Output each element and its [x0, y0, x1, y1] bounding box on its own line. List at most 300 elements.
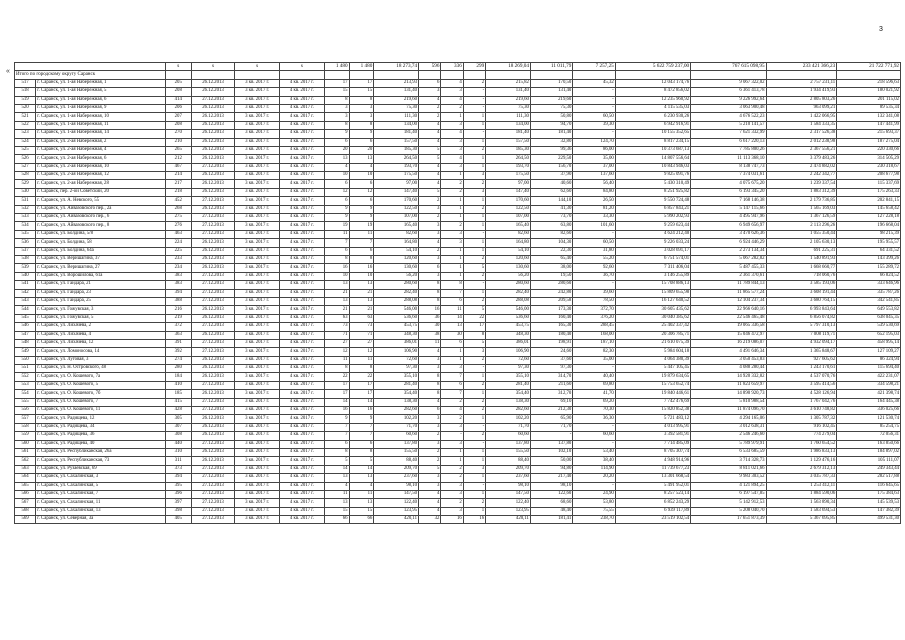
area-private-cell: 75,30	[530, 104, 572, 112]
residents-count-cell: 6	[324, 197, 349, 205]
republic-share-cell: 1 668 660,77	[766, 264, 837, 272]
start-quarter-cell: 3 кв. 2017 г.	[235, 398, 280, 406]
end-quarter-cell: 4 кв. 2017 г.	[280, 407, 325, 415]
flats-private-cell: 1	[441, 197, 463, 205]
cost-total-cell: 30 040 385,62	[615, 314, 690, 322]
residents-count-cell: 22	[324, 373, 349, 381]
city-share-cell: 175 263,33	[837, 188, 901, 196]
address-cell: г. Саранск, ул. 2-ая Набережная, 6	[36, 155, 166, 163]
decision-number-cell: 224	[165, 239, 191, 247]
area-total-cell: 185,30	[374, 146, 419, 154]
address-cell: г. Саранск, ул. 1-ая Набережная, 9	[36, 104, 166, 112]
area-total-cell: 97,00	[374, 180, 419, 188]
decision-date-cell: 27.12.2013	[191, 197, 235, 205]
table-row	[15, 255, 901, 263]
area-municipal-cell: 187,10	[573, 339, 615, 347]
flats-total-cell: 2	[419, 448, 441, 456]
area-resettled-cell: 98,10	[486, 482, 531, 490]
area-private-cell: 102,10	[530, 448, 572, 456]
flats-municipal-cell: -	[463, 230, 485, 238]
area-total-cell: 107,00	[374, 214, 419, 222]
flats-municipal-cell: 1	[463, 448, 485, 456]
residents-count-2-cell: 8	[349, 365, 374, 373]
flats-municipal-cell: 1	[463, 390, 485, 398]
start-quarter-cell: 3 кв. 2017 г.	[235, 516, 280, 524]
end-quarter-cell: 4 кв. 2017 г.	[280, 448, 325, 456]
start-quarter-cell: 3 кв. 2017 г.	[235, 197, 280, 205]
row-number-cell: 566	[15, 490, 36, 498]
residents-count-cell: 6	[324, 180, 349, 188]
end-quarter-cell: 4 кв. 2017 г.	[280, 365, 325, 373]
flats-total-cell: 11	[419, 339, 441, 347]
republic-share-cell: 3 379 483,26	[766, 155, 837, 163]
row-number-cell: 557	[15, 415, 36, 423]
row-number-cell: 518	[15, 88, 36, 96]
residents-count-cell: 13	[324, 155, 349, 163]
cost-total-cell: 16 127 640,52	[615, 297, 690, 305]
row-marker: «	[6, 68, 10, 75]
start-quarter-cell: 3 кв. 2017 г.	[235, 390, 280, 398]
cost-total-cell: 23 519 102,54	[615, 516, 690, 524]
fund-share-cell: 5 487 455,33	[691, 264, 766, 272]
area-private-cell: 65,40	[530, 255, 572, 263]
area-total-cell: 71,70	[374, 423, 419, 431]
republic-share-cell: 1 986 833,13	[766, 448, 837, 456]
flats-private-cell: 3	[441, 163, 463, 171]
area-municipal-cell: 53,80	[573, 499, 615, 507]
residents-count-2-cell: 15	[349, 88, 374, 96]
area-resettled-cell: 97,30	[486, 365, 531, 373]
area-municipal-cell: 69,20	[573, 398, 615, 406]
area-private-cell: 312,70	[530, 390, 572, 398]
residents-count-2-cell: 13	[349, 474, 374, 482]
flats-municipal-cell: 3	[463, 172, 485, 180]
area-resettled-cell: 348,30	[486, 331, 531, 339]
table-row	[15, 155, 901, 163]
table-row	[15, 113, 901, 121]
area-municipal-cell: 84,80	[573, 188, 615, 196]
subtotal-cell	[349, 71, 374, 79]
subtotal-cell	[615, 71, 690, 79]
address-cell: г. Саранск, ул. Северная, 3а	[36, 516, 166, 524]
address-cell: г. Саранск, ул. Айвазовского пер., 2а	[36, 205, 166, 213]
residents-count-cell: 8	[324, 448, 349, 456]
cost-total-cell: 15 809 655,98	[615, 289, 690, 297]
row-number-cell: 524	[15, 138, 36, 146]
area-total-cell: 420,11	[374, 516, 419, 524]
cost-total-cell: 10 373 687,13	[615, 146, 690, 154]
flats-total-cell: 32	[419, 516, 441, 524]
decision-number-cell: 311	[165, 457, 191, 465]
area-municipal-cell: 86,00	[573, 146, 615, 154]
address-cell: г. Саранск, ул. Н. Островского, 48	[36, 365, 166, 373]
residents-count-cell: 13	[324, 297, 349, 305]
table-row	[15, 398, 901, 406]
table-row	[15, 465, 901, 473]
fund-share-cell: 15 046 472,97	[691, 331, 766, 339]
flats-municipal-cell: -	[463, 88, 485, 96]
flats-municipal-cell: -	[463, 423, 485, 431]
area-private-cell: 242,80	[530, 289, 572, 297]
decision-number-cell: 452	[165, 197, 191, 205]
area-municipal-cell: -	[573, 440, 615, 448]
table-row	[15, 499, 901, 507]
residents-count-cell: 19	[324, 222, 349, 230]
flats-total-cell: 3	[419, 474, 441, 482]
decision-date-cell: 26.12.2013	[191, 247, 235, 255]
row-number-cell: 559	[15, 432, 36, 440]
fund-share-cell: 3 470 626,36	[691, 230, 766, 238]
flats-total-cell: 2	[419, 247, 441, 255]
area-total-cell: 546,00	[374, 306, 419, 314]
start-quarter-cell: 3 кв. 2017 г.	[235, 214, 280, 222]
cost-total-cell: 6 852 243,29	[615, 499, 690, 507]
table-row	[15, 457, 901, 465]
city-share-cell: 98 215,39	[837, 230, 901, 238]
end-quarter-cell: 4 кв. 2017 г.	[280, 222, 325, 230]
row-number-cell: 541	[15, 281, 36, 289]
area-total-cell: 282,40	[374, 289, 419, 297]
residents-count-cell: 8	[324, 121, 349, 129]
residents-count-2-cell: 6	[349, 180, 374, 188]
area-total-cell: 75,30	[374, 104, 419, 112]
decision-date-cell: 27.12.2013	[191, 348, 235, 356]
row-number-cell: 523	[15, 130, 36, 138]
area-total-cell: 280,60	[374, 281, 419, 289]
area-municipal-cell: 53,40	[573, 448, 615, 456]
city-share-cell: 335 787,26	[837, 289, 901, 297]
decision-number-cell: 210	[165, 138, 191, 146]
flats-municipal-cell: 16	[463, 516, 485, 524]
area-resettled-cell: 157,50	[486, 138, 531, 146]
end-quarter-cell: 4 кв. 2017 г.	[280, 88, 325, 96]
area-municipal-cell: 124,70	[573, 138, 615, 146]
area-private-cell: 122,60	[530, 490, 572, 498]
decision-number-cell: 414	[165, 96, 191, 104]
flats-private-cell: 6	[441, 381, 463, 389]
end-quarter-cell: 4 кв. 2017 г.	[280, 323, 325, 331]
republic-share-cell: 1 253 412,11	[766, 482, 837, 490]
row-number-cell: 555	[15, 398, 36, 406]
row-number-cell: 529	[15, 180, 36, 188]
residents-count-2-cell: 7	[349, 432, 374, 440]
end-quarter-cell: 4 кв. 2017 г.	[280, 180, 325, 188]
subtotal-cell	[691, 71, 766, 79]
cost-total-cell: 10 843 946,03	[615, 163, 690, 171]
flats-private-cell: 2	[441, 415, 463, 423]
city-share-cell: 127 109,27	[837, 348, 901, 356]
residents-count-cell: 6	[324, 138, 349, 146]
area-total-cell: 219,60	[374, 96, 419, 104]
area-private-cell: 94,70	[530, 121, 572, 129]
republic-share-cell: 2 012 238,98	[766, 138, 837, 146]
area-private-cell: 73,70	[530, 214, 572, 222]
start-quarter-cell: 3 кв. 2017 г.	[235, 507, 280, 515]
area-private-cell: 50,00	[530, 457, 572, 465]
republic-share-cell: 1 055 350,44	[766, 230, 837, 238]
decision-number-cell: 428	[165, 407, 191, 415]
area-municipal-cell: 60,50	[573, 239, 615, 247]
decision-date-cell: 26.12.2013	[191, 172, 235, 180]
start-quarter-cell: 3 кв. 2017 г.	[235, 465, 280, 473]
flats-municipal-cell: 1	[463, 113, 485, 121]
residents-count-2-cell: 14	[349, 465, 374, 473]
flats-municipal-cell: 2	[463, 272, 485, 280]
start-quarter-cell: 3 кв. 2017 г.	[235, 230, 280, 238]
flats-municipal-cell: 1	[463, 197, 485, 205]
cost-total-cell: 5 447 105,45	[615, 365, 690, 373]
decision-date-cell: 27.12.2013	[191, 398, 235, 406]
subtotal-cell	[837, 71, 901, 79]
flats-private-cell: 2	[441, 499, 463, 507]
table-row	[15, 348, 901, 356]
area-total-cell: 54,10	[374, 247, 419, 255]
flats-private-cell: 7	[441, 373, 463, 381]
area-total-cell: 288,08	[374, 297, 419, 305]
address-cell: г. Саранск, ул. Айвазовского пер., 8	[36, 222, 166, 230]
decision-date-cell: 26.12.2013	[191, 113, 235, 121]
cost-total-cell: 21 610 075,39	[615, 339, 690, 347]
fund-share-cell: 3 012 638,31	[691, 423, 766, 431]
city-share-cell: 66 824,52	[837, 272, 901, 280]
start-quarter-cell: 3 кв. 2017 г.	[235, 188, 280, 196]
republic-share-cell: 3 608 191,44	[766, 289, 837, 297]
area-resettled-cell: 122,40	[486, 499, 531, 507]
flats-municipal-cell: 2	[463, 407, 485, 415]
address-cell: г. Саранск, ул. 2-ая Набережная, 4	[36, 146, 166, 154]
cost-total-cell: 8 257 523,14	[615, 490, 690, 498]
area-resettled-cell: 288,08	[486, 297, 531, 305]
flats-total-cell: 4	[419, 348, 441, 356]
city-share-cell: 201 115,02	[837, 96, 901, 104]
start-quarter-cell: 3 кв. 2017 г.	[235, 222, 280, 230]
fund-share-cell: 5 208 040,70	[691, 507, 766, 515]
row-number-cell: 522	[15, 121, 36, 129]
end-quarter-cell: 4 кв. 2017 г.	[280, 289, 325, 297]
area-resettled-cell: 193,70	[486, 163, 531, 171]
city-share-cell: 145 539,53	[837, 499, 901, 507]
end-quarter-cell: 4 кв. 2017 г.	[280, 373, 325, 381]
start-quarter-cell: 3 кв. 2017 г.	[235, 423, 280, 431]
area-resettled-cell: 175,50	[486, 172, 531, 180]
end-quarter-cell: 4 кв. 2017 г.	[280, 331, 325, 339]
header-cell: 596	[419, 63, 441, 71]
area-private-cell: 181,40	[530, 130, 572, 138]
area-total-cell: 209,70	[374, 465, 419, 473]
end-quarter-cell: 4 кв. 2017 г.	[280, 356, 325, 364]
subtotal-cell	[374, 71, 419, 79]
flats-municipal-cell: 3	[463, 348, 485, 356]
header-cell: 21 722 771,92	[837, 63, 901, 71]
cost-total-cell: 4 115 535,03	[615, 104, 690, 112]
cost-total-cell: 30 605 435,62	[615, 306, 690, 314]
republic-share-cell: 1 239 337,54	[766, 180, 837, 188]
start-quarter-cell: 3 кв. 2017 г.	[235, 314, 280, 322]
decision-date-cell: 26.12.2013	[191, 314, 235, 322]
residents-count-cell: 14	[324, 398, 349, 406]
decision-date-cell: 27.12.2013	[191, 440, 235, 448]
row-number-cell: 531	[15, 197, 36, 205]
city-share-cell: 127 228,18	[837, 214, 901, 222]
republic-share-cell: 2 105 630,13	[766, 239, 837, 247]
area-private-cell: 219,60	[530, 96, 572, 104]
table-row	[15, 356, 901, 364]
city-share-cell: 85 254,75	[837, 423, 901, 431]
address-cell: г. Саранск, ул. О. Кошевого, 7а	[36, 373, 166, 381]
end-quarter-cell: 4 кв. 2017 г.	[280, 113, 325, 121]
flats-private-cell: 2	[441, 222, 463, 230]
fund-share-cell: 19 065 336,58	[691, 323, 766, 331]
republic-share-cell: 1 583 694,53	[766, 507, 837, 515]
row-number-cell: 546	[15, 323, 36, 331]
residents-count-2-cell: 19	[349, 222, 374, 230]
area-total-cell: 193,70	[374, 163, 419, 171]
cost-total-cell: 12 043 174,76	[615, 79, 690, 87]
end-quarter-cell: 4 кв. 2017 г.	[280, 499, 325, 507]
flats-total-cell: 8	[419, 373, 441, 381]
end-quarter-cell: 4 кв. 2017 г.	[280, 490, 325, 498]
end-quarter-cell: 4 кв. 2017 г.	[280, 465, 325, 473]
cost-total-cell: 8 472 856,02	[615, 88, 690, 96]
city-share-cell: 175 384,63	[837, 490, 901, 498]
row-number-cell: 540	[15, 272, 36, 280]
fund-share-cell: 12 104 237,34	[691, 297, 766, 305]
area-private-cell: 181,41	[530, 516, 572, 524]
table-row	[15, 205, 901, 213]
area-resettled-cell: 282,60	[486, 407, 531, 415]
area-municipal-cell: 238,70	[573, 516, 615, 524]
area-municipal-cell: 40,40	[573, 373, 615, 381]
cost-total-cell: 15 820 852,38	[615, 407, 690, 415]
fund-share-cell: 2 546 246,60	[691, 432, 766, 440]
area-total-cell: 155,50	[374, 448, 419, 456]
flats-municipal-cell: 1	[463, 214, 485, 222]
area-municipal-cell: -	[573, 130, 615, 138]
area-total-cell: 348,30	[374, 331, 419, 339]
area-total-cell: 453,75	[374, 323, 419, 331]
cost-total-cell: 11 739 677,23	[615, 465, 690, 473]
flats-total-cell: 6	[419, 264, 441, 272]
address-cell: г. Саранск, ул. О. Кошевого, 7	[36, 398, 166, 406]
area-total-cell: 170,60	[374, 197, 419, 205]
end-quarter-cell: 4 кв. 2017 г.	[280, 138, 325, 146]
decision-number-cell: 308	[165, 432, 191, 440]
end-quarter-cell: 4 кв. 2017 г.	[280, 255, 325, 263]
republic-share-cell: 2 679 312,13	[766, 465, 837, 473]
flats-total-cell: 2	[419, 104, 441, 112]
end-quarter-cell: 4 кв. 2017 г.	[280, 348, 325, 356]
fund-share-cell: 4 075 675,20	[691, 180, 766, 188]
decision-number-cell: 225	[165, 247, 191, 255]
area-municipal-cell: -	[573, 96, 615, 104]
start-quarter-cell: 3 кв. 2017 г.	[235, 96, 280, 104]
decision-number-cell: 185	[165, 390, 191, 398]
residents-count-cell: 7	[324, 423, 349, 431]
row-number-cell: 521	[15, 113, 36, 121]
row-number-cell: 534	[15, 222, 36, 230]
address-cell: г. Саранск, ул. О. Кошевого, 7б	[36, 390, 166, 398]
decision-number-cell: 415	[165, 398, 191, 406]
cost-total-cell: 5 984 604,18	[615, 348, 690, 356]
cost-total-cell: 12 235 960,92	[615, 96, 690, 104]
city-share-cell: 187 275,04	[837, 138, 901, 146]
area-private-cell: 99,36	[530, 146, 572, 154]
cost-total-cell: 4 948 914,96	[615, 457, 690, 465]
city-share-cell: 72 056,31	[837, 432, 901, 440]
cost-total-cell: 4 624 212,40	[615, 230, 690, 238]
area-municipal-cell: 81,20	[573, 205, 615, 213]
flats-private-cell: 16	[441, 516, 463, 524]
area-total-cell: 134,00	[374, 121, 419, 129]
decision-number-cell: 388	[165, 297, 191, 305]
residents-count-cell: 11	[324, 356, 349, 364]
republic-share-cell: 4 537 070,76	[766, 373, 837, 381]
city-share-cell: 143 399,26	[837, 255, 901, 263]
area-municipal-cell: 70,30	[573, 407, 615, 415]
flats-private-cell: 3	[441, 365, 463, 373]
residents-count-2-cell: 11	[349, 356, 374, 364]
area-municipal-cell: 56,40	[573, 180, 615, 188]
flats-municipal-cell: -	[463, 130, 485, 138]
area-total-cell: 131,40	[374, 88, 419, 96]
fund-share-cell: 5 789 979,91	[691, 440, 766, 448]
decision-date-cell: 27.12.2013	[191, 490, 235, 498]
table-row	[15, 121, 901, 129]
cost-total-cell: 8 251 925,82	[615, 188, 690, 196]
area-private-cell: 104,30	[530, 239, 572, 247]
end-quarter-cell: 4 кв. 2017 г.	[280, 482, 325, 490]
address-cell: г. Саранск, ул. 1-ая Набережная, 10	[36, 113, 166, 121]
table-row	[15, 96, 901, 104]
flats-private-cell: 3	[441, 121, 463, 129]
area-resettled-cell: 122,50	[486, 205, 531, 213]
fund-share-cell: 3 063 900,48	[691, 104, 766, 112]
fund-share-cell: 22 546 465,48	[691, 314, 766, 322]
subtotal-cell	[573, 71, 615, 79]
address-cell: г. Саранск, ул. Сахалинская, 5	[36, 482, 166, 490]
start-quarter-cell: 3 кв. 2017 г.	[235, 482, 280, 490]
residents-count-cell: 17	[324, 381, 349, 389]
area-resettled-cell: 280,60	[486, 281, 531, 289]
city-share-cell: 163 850,66	[837, 440, 901, 448]
area-total-cell: 120,60	[374, 255, 419, 263]
area-municipal-cell: 31,80	[573, 247, 615, 255]
residents-count-2-cell: 11	[349, 490, 374, 498]
table-row	[15, 482, 901, 490]
area-total-cell: 281,40	[374, 381, 419, 389]
cost-total-cell: 3 392 581,91	[615, 432, 690, 440]
flats-total-cell: 2	[419, 214, 441, 222]
fund-share-cell: 17 651 873,39	[691, 516, 766, 524]
address-cell: г. Саранск, ул. Лихачева, 12	[36, 339, 166, 347]
fund-share-cell: 8 811 021,66	[691, 465, 766, 473]
start-quarter-cell: 3 кв. 2017 г.	[235, 205, 280, 213]
area-municipal-cell: 60,50	[573, 113, 615, 121]
decision-date-cell: 27.12.2013	[191, 516, 235, 524]
flats-private-cell: 3	[441, 230, 463, 238]
decision-number-cell: 205	[165, 79, 191, 87]
area-resettled-cell: 155,50	[486, 448, 531, 456]
subtotal-cell	[486, 71, 531, 79]
residents-count-2-cell: 10	[349, 172, 374, 180]
republic-share-cell: 718 060,76	[766, 272, 837, 280]
city-share-cell: 249 343,44	[837, 465, 901, 473]
area-private-cell: 65,90	[530, 415, 572, 423]
fund-share-cell: 6 361 413,78	[691, 88, 766, 96]
flats-municipal-cell: 2	[463, 499, 485, 507]
table-row	[15, 214, 901, 222]
end-quarter-cell: 4 кв. 2017 г.	[280, 247, 325, 255]
